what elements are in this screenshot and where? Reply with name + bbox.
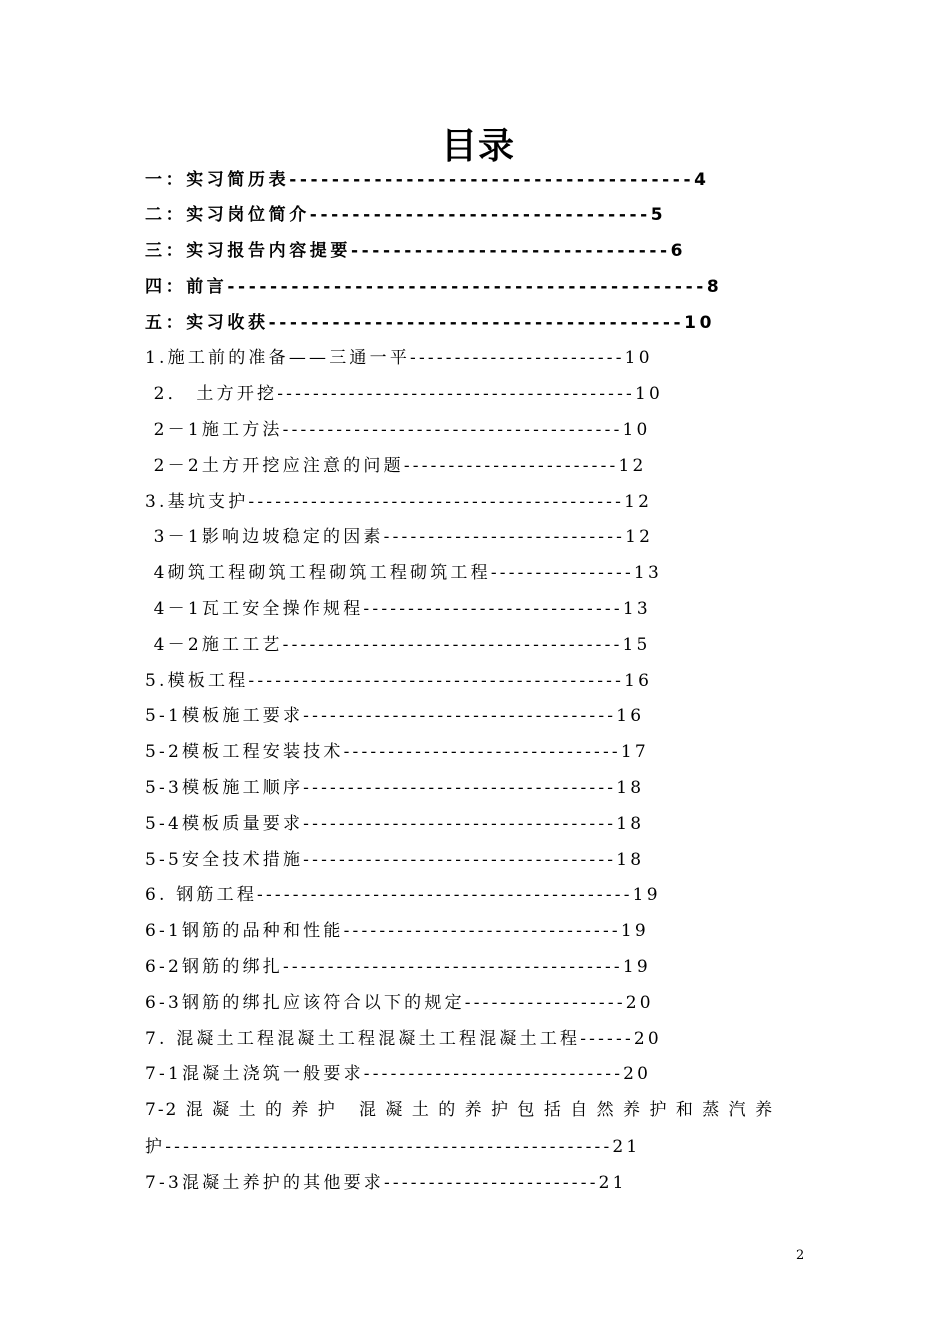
toc-entry: 护--------------------------------------------------21 (145, 1137, 641, 1157)
toc-entry: 五：实习收获---------------------------------------10 (145, 313, 716, 333)
toc-entry: 5.模板工程------------------------------------------16 (145, 671, 653, 691)
toc-entry: 二：实习岗位简介--------------------------------5 (145, 205, 667, 225)
toc-entry: 4－2施工工艺--------------------------------------15 (145, 635, 651, 655)
toc-entry: 7-2 混 凝 土 的 养 护 混 凝 土 的 养 护 包 括 自 然 养 护 和 蒸 汽 养 (145, 1100, 775, 1120)
toc-entry: 5-3模板施工顺序-----------------------------------18 (145, 778, 645, 798)
toc-entry: 3－1影响边坡稳定的因素---------------------------12 (145, 527, 654, 547)
toc-entry: 6-2钢筋的绑扎--------------------------------------19 (145, 957, 651, 977)
toc-entry: 2． 土方开挖----------------------------------------10 (145, 384, 664, 404)
toc-entry: 5-2模板工程安装技术-------------------------------17 (145, 742, 649, 762)
toc-entry: 四：前言---------------------------------------------8 (145, 277, 723, 297)
toc-entry: 2－1施工方法--------------------------------------10 (145, 420, 651, 440)
page-number: 2 (796, 1248, 805, 1263)
toc-entry: 5-5安全技术措施-----------------------------------18 (145, 850, 645, 870)
toc-entry: 1.施工前的准备——三通一平------------------------10 (145, 348, 653, 368)
toc-entry: 5-1模板施工要求-----------------------------------16 (145, 706, 645, 726)
toc-entry: 三：实习报告内容提要------------------------------6 (145, 241, 687, 261)
toc-entry: 7. 混凝土工程混凝土工程混凝土工程混凝土工程------20 (145, 1029, 662, 1049)
toc-entry: 7-1混凝土浇筑一般要求-----------------------------20 (145, 1064, 652, 1084)
toc-entry: 4－1瓦工安全操作规程-----------------------------13 (145, 599, 651, 619)
toc-entry: 6-1钢筋的品种和性能-------------------------------19 (145, 921, 649, 941)
toc-entry: 7-3混凝土养护的其他要求------------------------21 (145, 1173, 627, 1193)
toc-entry: 4砌筑工程砌筑工程砌筑工程砌筑工程----------------13 (145, 563, 662, 583)
toc-entry: 3.基坑支护------------------------------------------12 (145, 492, 653, 512)
page-title: 目录 (440, 126, 515, 167)
toc-entry: 一：实习简历表--------------------------------------4 (145, 170, 710, 190)
toc-entry: 2－2土方开挖应注意的问题------------------------12 (145, 456, 647, 476)
toc-entry: 5-4模板质量要求-----------------------------------18 (145, 814, 645, 834)
toc-entry: 6-3钢筋的绑扎应该符合以下的规定------------------20 (145, 993, 654, 1013)
toc-entry: 6. 钢筋工程------------------------------------------19 (145, 885, 661, 905)
